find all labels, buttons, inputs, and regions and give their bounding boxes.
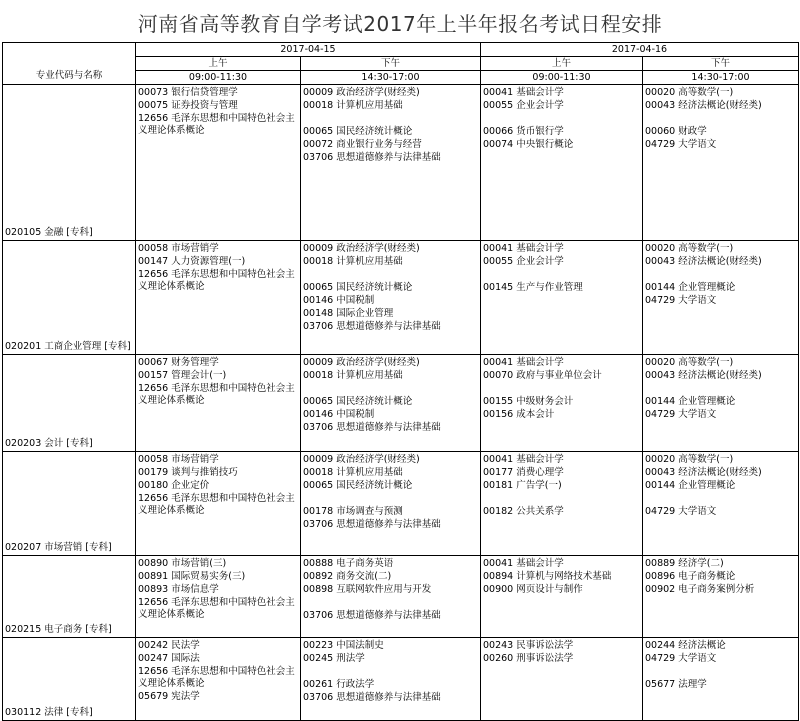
- course-entry: 00065 国民经济统计概论: [303, 480, 413, 491]
- exam-slot-cell: [136, 638, 301, 721]
- exam-slot-cell: [301, 355, 481, 452]
- course-entry: 03706 思想道德修养与法律基础: [303, 692, 441, 703]
- course-entry: [645, 493, 796, 506]
- exam-slot-cell: [301, 556, 481, 638]
- exam-slot-cell: [643, 556, 799, 638]
- major-cell: 020207 市场营销 [专科]: [3, 452, 136, 556]
- course-entry: 00146 中国税制: [303, 409, 375, 420]
- course-entry: 04729 大学语文: [645, 653, 717, 664]
- exam-slot-cell: [301, 638, 481, 721]
- major-cell: 020203 会计 [专科]: [3, 355, 136, 452]
- course-entry: 12656 毛泽东思想和中国特色社会主义理论体系概论: [138, 113, 295, 136]
- course-entry: 00009 政治经济学(财经类): [303, 243, 420, 254]
- course-entry: 12656 毛泽东思想和中国特色社会主义理论体系概论: [138, 269, 295, 292]
- exam-slot-cell: [136, 241, 301, 355]
- course-entry: 00893 市场信息学: [138, 584, 219, 595]
- course-entry: 00147 人力资源管理(一): [138, 256, 246, 267]
- session-time: 09:00-11:30: [481, 71, 643, 85]
- course-entry: 00247 国际法: [138, 653, 200, 664]
- course-entry: 00043 经济法概论(财经类): [645, 370, 762, 381]
- course-entry: 03706 思想道德修养与法律基础: [303, 519, 441, 530]
- table-row: [3, 85, 799, 241]
- course-entry: 00043 经济法概论(财经类): [645, 467, 762, 478]
- course-entry: 00177 消费心理学: [483, 467, 564, 478]
- exam-slot-cell: [301, 241, 481, 355]
- course-entry: 00890 市场营销(三): [138, 558, 227, 569]
- course-entry: 00261 行政法学: [303, 679, 375, 690]
- course-entry: 00065 国民经济统计概论: [303, 282, 413, 293]
- course-entry: 00181 广告学(一): [483, 480, 562, 491]
- course-entry: 03706 思想道德修养与法律基础: [303, 610, 441, 621]
- course-entry: 00041 基础会计学: [483, 243, 564, 254]
- course-entry: 04729 大学语文: [645, 295, 717, 306]
- course-entry: 00041 基础会计学: [483, 454, 564, 465]
- major-cell: 030112 法律 [专科]: [3, 638, 136, 721]
- exam-slot-cell: [301, 85, 481, 241]
- page-title: 河南省高等教育自学考试2017年上半年报名考试日程安排: [137, 12, 663, 36]
- exam-slot-cell: [481, 556, 643, 638]
- course-entry: 00041 基础会计学: [483, 558, 564, 569]
- major-cell: 020105 金融 [专科]: [3, 85, 136, 241]
- course-entry: 00073 银行信贷管理学: [138, 87, 238, 98]
- course-entry: [303, 597, 478, 610]
- course-entry: 00243 民事诉讼法学: [483, 640, 574, 651]
- course-entry: 00070 政府与事业单位会计: [483, 370, 602, 381]
- course-entry: [483, 269, 640, 282]
- course-entry: 00145 生产与作业管理: [483, 282, 583, 293]
- course-entry: 03706 思想道德修养与法律基础: [303, 321, 441, 332]
- course-entry: 00018 计算机应用基础: [303, 100, 403, 111]
- course-entry: 00041 基础会计学: [483, 87, 564, 98]
- course-entry: 00144 企业管理概论: [645, 480, 736, 491]
- course-entry: 00148 国际企业管理: [303, 308, 394, 319]
- course-entry: 12656 毛泽东思想和中国特色社会主义理论体系概论: [138, 666, 295, 689]
- course-entry: 00180 企业定价: [138, 480, 210, 491]
- course-entry: [645, 383, 796, 396]
- course-entry: 00144 企业管理概论: [645, 396, 736, 407]
- major-column-header: 专业代码与名称: [3, 43, 136, 85]
- session-label: 上午: [136, 57, 301, 71]
- course-entry: 00018 计算机应用基础: [303, 370, 403, 381]
- exam-slot-cell: [643, 638, 799, 721]
- course-entry: [483, 383, 640, 396]
- course-entry: 00902 电子商务案例分析: [645, 584, 755, 595]
- exam-slot-cell: [136, 452, 301, 556]
- course-entry: [645, 269, 796, 282]
- major-cell: 020215 电子商务 [专科]: [3, 556, 136, 638]
- course-entry: 00072 商业银行业务与经营: [303, 139, 422, 150]
- course-entry: 00898 互联网软件应用与开发: [303, 584, 432, 595]
- exam-slot-cell: [481, 638, 643, 721]
- exam-slot-cell: [481, 85, 643, 241]
- course-entry: [483, 493, 640, 506]
- date-header: 2017-04-16: [481, 43, 799, 57]
- course-entry: [483, 113, 640, 126]
- course-entry: 00020 高等数学(一): [645, 243, 734, 254]
- course-entry: 00075 证券投资与管理: [138, 100, 238, 111]
- course-entry: 00009 政治经济学(财经类): [303, 454, 420, 465]
- course-entry: 00043 经济法概论(财经类): [645, 100, 762, 111]
- course-entry: 00060 财政学: [645, 126, 707, 137]
- course-entry: 00178 市场调查与预测: [303, 506, 403, 517]
- session-label: 上午: [481, 57, 643, 71]
- course-entry: 00020 高等数学(一): [645, 87, 734, 98]
- course-entry: 00156 成本会计: [483, 409, 555, 420]
- course-entry: 12656 毛泽东思想和中国特色社会主义理论体系概论: [138, 493, 295, 516]
- schedule-table: [2, 42, 799, 721]
- exam-slot-cell: [301, 452, 481, 556]
- exam-slot-cell: [643, 241, 799, 355]
- exam-slot-cell: [136, 85, 301, 241]
- course-entry: [303, 383, 478, 396]
- course-entry: 00144 企业管理概论: [645, 282, 736, 293]
- course-entry: 00020 高等数学(一): [645, 357, 734, 368]
- course-entry: 00260 刑事诉讼法学: [483, 653, 574, 664]
- schedule-body: [3, 85, 799, 721]
- course-entry: 00065 国民经济统计概论: [303, 126, 413, 137]
- course-entry: 00018 计算机应用基础: [303, 256, 403, 267]
- course-entry: [645, 113, 796, 126]
- course-entry: 04729 大学语文: [645, 409, 717, 420]
- session-time: 14:30-17:00: [301, 71, 481, 85]
- course-entry: 00888 电子商务英语: [303, 558, 394, 569]
- course-entry: 00179 谈判与推销技巧: [138, 467, 238, 478]
- course-entry: 00244 经济法概论: [645, 640, 726, 651]
- course-entry: 12656 毛泽东思想和中国特色社会主义理论体系概论: [138, 383, 295, 406]
- course-entry: 00009 政治经济学(财经类): [303, 357, 420, 368]
- course-entry: 00074 中央银行概论: [483, 139, 574, 150]
- exam-slot-cell: [643, 85, 799, 241]
- date-header: 2017-04-15: [136, 43, 481, 57]
- course-entry: 00242 民法学: [138, 640, 200, 651]
- course-entry: 00043 经济法概论(财经类): [645, 256, 762, 267]
- course-entry: 00891 国际贸易实务(三): [138, 571, 246, 582]
- course-entry: 00157 管理会计(一): [138, 370, 227, 381]
- exam-slot-cell: [136, 355, 301, 452]
- course-entry: 05679 宪法学: [138, 691, 200, 702]
- course-entry: [303, 493, 478, 506]
- session-time: 09:00-11:30: [136, 71, 301, 85]
- course-entry: 00900 网页设计与制作: [483, 584, 583, 595]
- course-entry: 12656 毛泽东思想和中国特色社会主义理论体系概论: [138, 597, 295, 620]
- course-entry: 00067 财务管理学: [138, 357, 219, 368]
- exam-slot-cell: [481, 355, 643, 452]
- course-entry: 00155 中级财务会计: [483, 396, 574, 407]
- course-entry: 04729 大学语文: [645, 506, 717, 517]
- exam-slot-cell: [481, 241, 643, 355]
- exam-slot-cell: [643, 355, 799, 452]
- table-row: [3, 638, 799, 721]
- course-entry: 00020 高等数学(一): [645, 454, 734, 465]
- course-entry: 00058 市场营销学: [138, 243, 219, 254]
- course-entry: 00223 中国法制史: [303, 640, 384, 651]
- course-entry: 00892 商务交流(二): [303, 571, 392, 582]
- course-entry: 00896 电子商务概论: [645, 571, 736, 582]
- major-cell: 020201 工商企业管理 [专科]: [3, 241, 136, 355]
- course-entry: 00055 企业会计学: [483, 256, 564, 267]
- table-row: [3, 355, 799, 452]
- table-row: [3, 556, 799, 638]
- course-entry: 00041 基础会计学: [483, 357, 564, 368]
- course-entry: 05677 法理学: [645, 679, 707, 690]
- course-entry: 00065 国民经济统计概论: [303, 396, 413, 407]
- course-entry: 00245 刑法学: [303, 653, 365, 664]
- session-label: 下午: [643, 57, 799, 71]
- course-entry: 00058 市场营销学: [138, 454, 219, 465]
- course-entry: [303, 113, 478, 126]
- course-entry: 00009 政治经济学(财经类): [303, 87, 420, 98]
- exam-slot-cell: [481, 452, 643, 556]
- course-entry: 03706 思想道德修养与法律基础: [303, 152, 441, 163]
- course-entry: 00018 计算机应用基础: [303, 467, 403, 478]
- course-entry: 00889 经济学(二): [645, 558, 724, 569]
- exam-slot-cell: [643, 452, 799, 556]
- session-label: 下午: [301, 57, 481, 71]
- session-time: 14:30-17:00: [643, 71, 799, 85]
- course-entry: [303, 269, 478, 282]
- course-entry: 00146 中国税制: [303, 295, 375, 306]
- course-entry: 04729 大学语文: [645, 139, 717, 150]
- exam-slot-cell: [136, 556, 301, 638]
- course-entry: 00182 公共关系学: [483, 506, 564, 517]
- course-entry: 03706 思想道德修养与法律基础: [303, 422, 441, 433]
- course-entry: 00066 货币银行学: [483, 126, 564, 137]
- table-row: [3, 452, 799, 556]
- course-entry: 00894 计算机与网络技术基础: [483, 571, 612, 582]
- course-entry: 00055 企业会计学: [483, 100, 564, 111]
- table-row: [3, 241, 799, 355]
